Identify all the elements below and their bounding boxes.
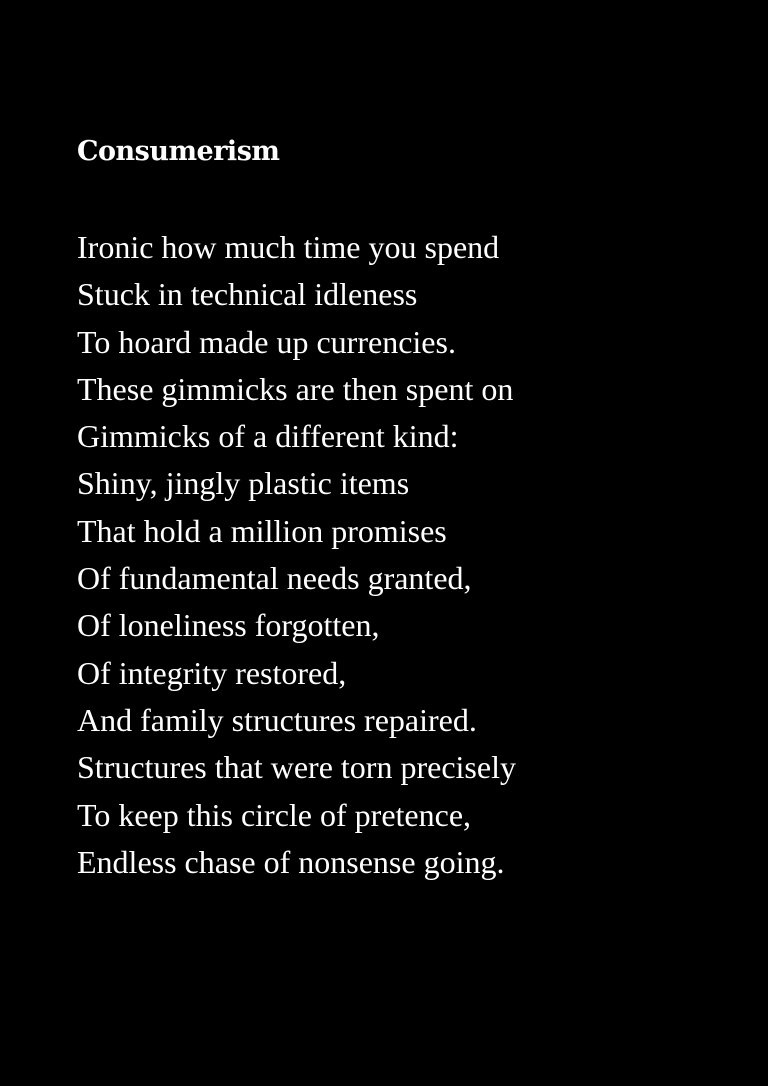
poem-body <box>77 224 516 886</box>
poem-line: Of fundamental needs granted, <box>77 560 472 597</box>
poem-line: Endless chase of nonsense going. <box>77 843 505 880</box>
poem-line: Of loneliness forgotten, <box>77 607 380 644</box>
poem-line: These gimmicks are then spent on <box>77 370 514 407</box>
poem-line: To keep this circle of pretence, <box>77 796 472 833</box>
poem-line: Ironic how much time you spend <box>77 229 500 265</box>
poem-line: That hold a million promises <box>77 512 447 549</box>
poem-line: To hoard made up currencies. <box>77 323 456 360</box>
poem-line: Structures that were torn precisely <box>77 749 516 786</box>
poem-line: Shiny, jingly plastic items <box>77 465 410 502</box>
poem-line: Of integrity restored, <box>77 654 347 691</box>
poem-line: Gimmicks of a different kind: <box>77 418 459 455</box>
poem-line: Stuck in technical idleness <box>77 276 418 313</box>
poem-line: And family structures repaired. <box>77 701 477 738</box>
poem-title: Consumerism <box>77 136 280 167</box>
